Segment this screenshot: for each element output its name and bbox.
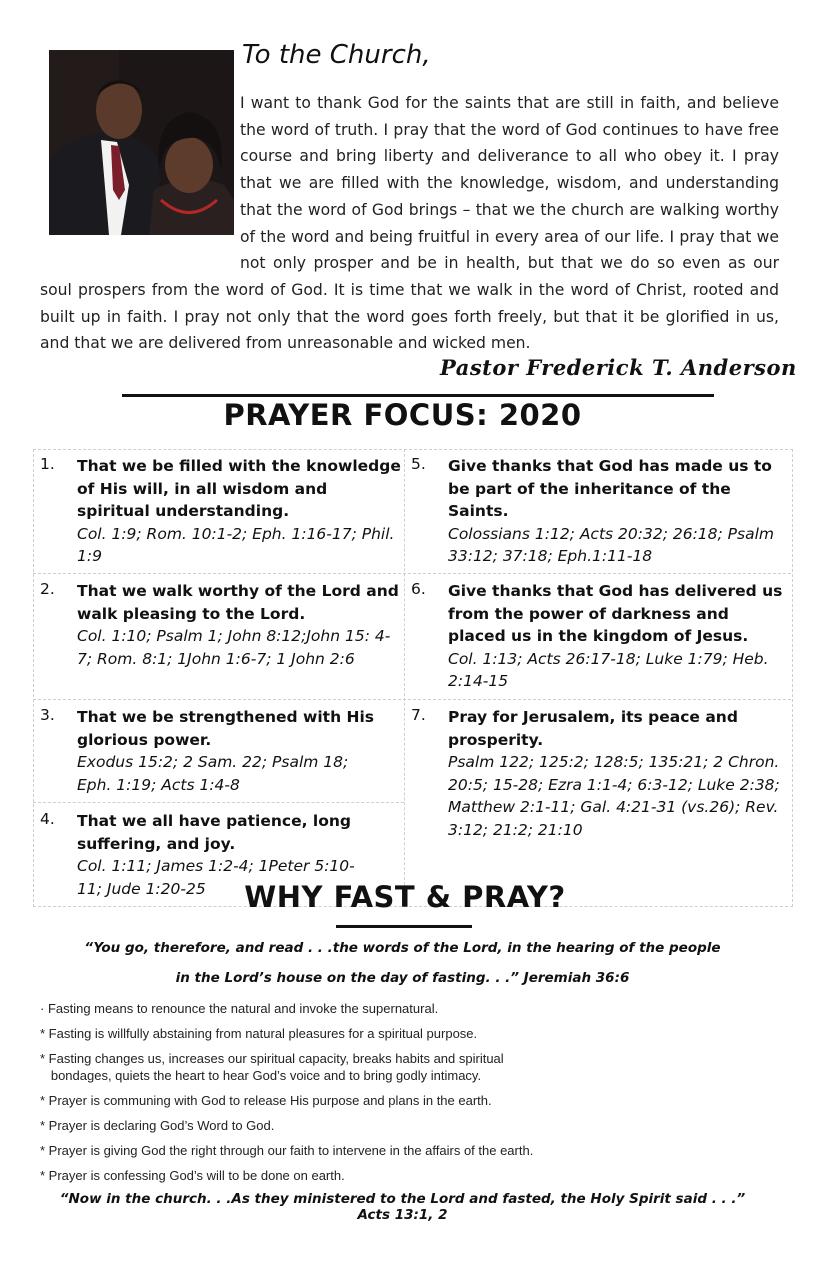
prayer-item-number: 3. [40, 706, 55, 724]
prayer-item-text: That we walk worthy of the Lord and walk pleasing to the Lord. [77, 582, 399, 623]
bullet-line: bondages, quiets the heart to hear God’s voice and to bring godly intimacy. [40, 1068, 482, 1083]
prayer-item-number: 6. [411, 580, 426, 598]
bullet-item: * Prayer is declaring God’s Word to God. [40, 1118, 275, 1133]
photo-wrap-space [40, 90, 240, 252]
bullet-line: * Fasting changes us, increases our spiritual capacity, breaks habits and spiritual [40, 1051, 504, 1066]
why-fast-pray-title: WHY FAST & PRAY? [244, 880, 566, 914]
section-divider [336, 925, 472, 928]
prayer-item-number: 2. [40, 580, 55, 598]
letter-body-block [40, 90, 779, 357]
bullet-item [40, 1050, 600, 1084]
prayer-item-text: Pray for Jerusalem, its peace and prosperity. [448, 708, 738, 749]
prayer-item-number: 1. [40, 455, 55, 473]
bullet-item: * Prayer is confessing God’s will to be done on earth. [40, 1168, 345, 1183]
prayer-item-references: Col. 1:9; Rom. 10:1-2; Eph. 1:16-17; Phil. 1:9 [77, 524, 395, 565]
letter-heading: To the Church, [242, 40, 431, 70]
prayer-item-text: Give thanks that God has made us to be part of the inheritance of the Saints. [448, 457, 772, 520]
bullet-item: * Fasting is willfully abstaining from natural pleasures for a spiritual purpose. [40, 1026, 478, 1041]
prayer-item-text: That we be filled with the knowledge of His will, in all wisdom and spiritual understanding. [77, 457, 401, 520]
pastor-signature: Pastor Frederick T. Anderson [440, 355, 797, 380]
prayer-item-text: That we all have patience, long suffering, and joy. [77, 812, 351, 853]
grid-divider-vertical [404, 449, 405, 905]
prayer-item-references: Colossians 1:12; Acts 20:32; 26:18; Psalm 33:12; 37:18; Eph.1:11-18 [448, 524, 774, 565]
prayer-item-references: Col. 1:13; Acts 26:17-18; Luke 1:79; Heb. 2:14-15 [448, 649, 769, 690]
jeremiah-quote-line-2: in the Lord’s house on the day of fasting. . .” Jeremiah 36:6 [175, 970, 630, 986]
grid-divider [33, 699, 791, 700]
prayer-item-text: That we be strengthened with His glorious power. [77, 708, 375, 749]
bullet-item: · Fasting means to renounce the natural and invoke the supernatural. [40, 1001, 439, 1016]
grid-divider [33, 573, 791, 574]
prayer-item-number: 7. [411, 706, 426, 724]
acts-quote: “Now in the church. . .As they ministered to the Lord and fasted, the Holy Spirit said . . .” [59, 1191, 746, 1207]
fast-pray-bullet-list [40, 1000, 600, 1192]
prayer-item-references: Psalm 122; 125:2; 128:5; 135:21; 2 Chron. 20:5; 15-28; Ezra 1:1-4; 6:3-12; Luke 2:38; Matthew 2:1-11; Gal. 4:21-31 (vs.26); Rev. 3:12; 21:2; 21:10 [448, 753, 780, 839]
prayer-item-references: Col. 1:10; Psalm 1; John 8:12;John 15: 4-7; Rom. 8:1; 1John 1:6-7; 1 John 2:6 [77, 627, 391, 668]
prayer-focus-title: PRAYER FOCUS: 2020 [223, 398, 582, 432]
acts-reference: Acts 13:1, 2 [357, 1207, 448, 1223]
bullet-item: * Prayer is giving God the right through our faith to intervene in the affairs of the earth. [40, 1143, 534, 1158]
prayer-item-number: 5. [411, 455, 426, 473]
bullet-item: * Prayer is communing with God to release His purpose and plans in the earth. [40, 1093, 492, 1108]
prayer-item-text: Give thanks that God has delivered us from the power of darkness and placed us in the kingdom of Jesus. [448, 582, 783, 645]
prayer-item-references: Col. 1:11; James 1:2-4; 1Peter 5:10-11; Jude 1:20-25 [77, 857, 355, 898]
prayer-item-number: 4. [40, 810, 55, 828]
title-divider [122, 394, 714, 397]
letter-body: I want to thank God for the saints that are still in faith, and believe the word of truth. I pray that the word of God continues to have free course and bring liberty and deliverance to all who obey it. I pray that we are filled with the knowledge, wisdom, and understanding that the word of God brings – that we the church are walking worthy of the word and being fruitful in every area of our life. I pray that we not only prosper and be in health, but that we do so even as our soul prospers from the word of God. It is time that we walk in the word of Christ, rooted and built up in faith. I pray not only that the word goes forth freely, but that it be glorified in us, and that we are delivered from unreasonable and wicked men. [40, 94, 779, 353]
prayer-item-references: Exodus 15:2; 2 Sam. 22; Psalm 18; Eph. 1:19; Acts 1:4-8 [77, 753, 349, 794]
grid-divider [33, 802, 404, 803]
jeremiah-quote-line-1: “You go, therefore, and read . . .the words of the Lord, in the hearing of the people [84, 940, 721, 956]
